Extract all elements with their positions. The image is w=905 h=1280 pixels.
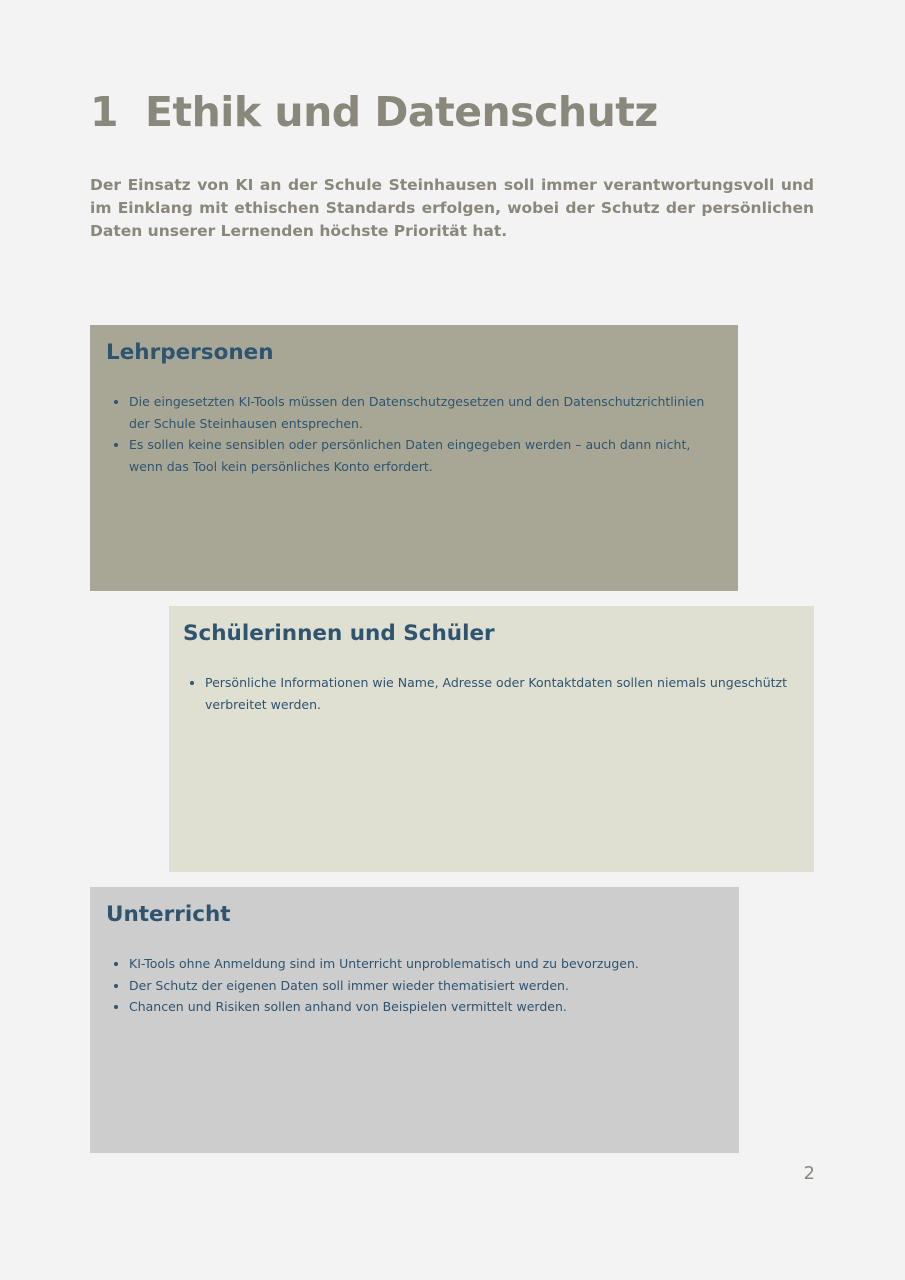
list-item: • Chancen und Risiken sollen anhand von Beispielen vermittelt werden. [129,996,723,1018]
section-title: Ethik und Datenschutz [145,88,658,136]
teaching-box-title: Unterricht [106,902,231,927]
teachers-box [90,325,738,591]
teachers-box-title: Lehrpersonen [106,340,274,365]
list-item: • KI-Tools ohne Anmeldung sind im Unterricht unproblematisch und zu bevorzugen. [129,953,723,975]
teachers-list [106,391,722,478]
teaching-list [106,953,723,1018]
page-number: 2 [803,1163,815,1184]
list-item: • Es sollen keine sensiblen oder persönlichen Daten eingegeben werden – auch dann nicht, wenn das Tool kein persönliches Konto erfordert. [129,434,722,477]
students-list [183,672,798,715]
students-box [169,606,814,872]
teaching-box [90,887,739,1153]
list-item: • Persönliche Informationen wie Name, Adresse oder Kontaktdaten sollen niemals ungeschützt verbreitet werden. [205,672,798,715]
section-number: 1 [90,88,119,136]
students-box-title: Schülerinnen und Schüler [183,621,495,646]
list-item: • Die eingesetzten KI-Tools müssen den Datenschutzgesetzen und den Datenschutzrichtlinien der Schule Steinhausen entsprechen. [129,391,722,434]
section-heading [90,86,658,138]
intro-paragraph: Der Einsatz von KI an der Schule Steinhausen soll immer verantwortungsvoll und im Einklang mit ethischen Standards erfolgen, wobei der Schutz der persönlichen Daten unserer Lernenden höchste Priorität hat. [90,176,814,240]
list-item: • Der Schutz der eigenen Daten soll immer wieder thematisiert werden. [129,975,723,997]
